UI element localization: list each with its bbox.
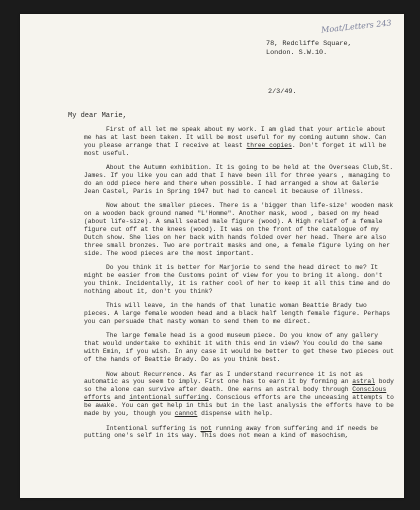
handwritten-reference-note: Moat/Letters 243 bbox=[321, 18, 393, 35]
underlined-text: intentional suffering bbox=[129, 394, 209, 402]
address-line-2: London. S.W.10. bbox=[266, 49, 328, 57]
address-line-1: 78, Redcliffe Square, bbox=[266, 40, 352, 48]
paragraph-text: Now about Recurrence. As far as I understand recurrence it is not as automatic as you seem to imply. First one has to earn it by forming an bbox=[84, 370, 363, 386]
paragraph-text: dispense with help. bbox=[197, 410, 273, 418]
paragraph-text: running away from suffering and if needs be putting one's self in its way. This does not mean a kind of masochism, bbox=[84, 424, 379, 440]
underlined-text: not bbox=[200, 424, 212, 432]
paragraph-beattie-brady: This will leave, in the hands of that lunatic woman Beattie Brady two pieces. A large female wooden head and a black half length female figure. Perhaps you can persuade that nasty woman to send them to me direct. bbox=[84, 302, 391, 326]
paragraph-museum-piece: The large female head is a good museum piece. Do you know of any gallery that would undertake to exhibit it with this end in view? You could do the same with Emin, if you wish. In any case it would be better to get these two pieces out of the hands of Beattie Brady. Do as you think best. bbox=[84, 332, 394, 364]
underlined-text: cannot bbox=[174, 410, 198, 418]
paragraph-text: . Don't forget it will be most useful. bbox=[84, 141, 387, 157]
paragraph-exhibition: About the Autumn exhibition. It is going to be held at the Overseas Club,St. James. If you like you can add that I have been ill for three years , managing to do an odd piece here and there when possible. I had arranged a show at Galerie Jean Castel, Paris in Spring 1947 but had to cancel it because of illness. bbox=[84, 164, 394, 195]
letter-date: 2/3/49. bbox=[268, 88, 297, 96]
paragraph-text: . Conscious efforts are the unceasing attempts to be awake. You can get help in this but in the last analysis the efforts have to be made by you, though you bbox=[84, 394, 394, 418]
paragraph-intentional-suffering bbox=[84, 425, 396, 441]
paragraph-work bbox=[84, 126, 396, 158]
underlined-text: three copies bbox=[246, 141, 292, 149]
paragraph-smaller-pieces: Now about the smaller pieces. There is a 'bigger than life-size' wooden mask on a wooden back ground named "L'Homme". Another mask, wood , based on my head (about life-size). A small seated male figure (wood). A High relief of a female figure cut off at the knees (wood). It was on the front of the catalogue of my Dutch show. She lies on her back with hands folded over her head. There are also three small bronzes. Two are portrait masks and one, a female figure lying on her side. The wood pieces are the most important. bbox=[84, 202, 394, 257]
salutation: My dear Marie, bbox=[68, 112, 127, 120]
paragraph-text: First of all let me speak about my work. I am glad that your article about me has at last been taken. It will be most useful for my coming autumn show. Can you please arrange that I receive at least bbox=[84, 126, 387, 149]
letter-page bbox=[20, 14, 404, 498]
paragraph-marjorie: Do you think it is better for Marjorie to send the head direct to me? It might be easier from the Customs point of view for you to bring it along. don't you think. Incidentally, it is rather cool of her to keep it all this time and do nothing about it, don't you think? bbox=[84, 264, 391, 295]
paragraph-text: Intentional suffering is bbox=[106, 424, 201, 432]
sender-address bbox=[266, 40, 396, 58]
paragraph-recurrence bbox=[84, 371, 396, 418]
paragraph-text: and bbox=[110, 394, 130, 402]
letter-body bbox=[84, 126, 396, 447]
underlined-text: astral bbox=[352, 378, 375, 386]
paragraph-text: body so the alone can survive after death. One earns an astral body through bbox=[84, 378, 394, 394]
underlined-text: Conscious efforts bbox=[84, 386, 387, 402]
